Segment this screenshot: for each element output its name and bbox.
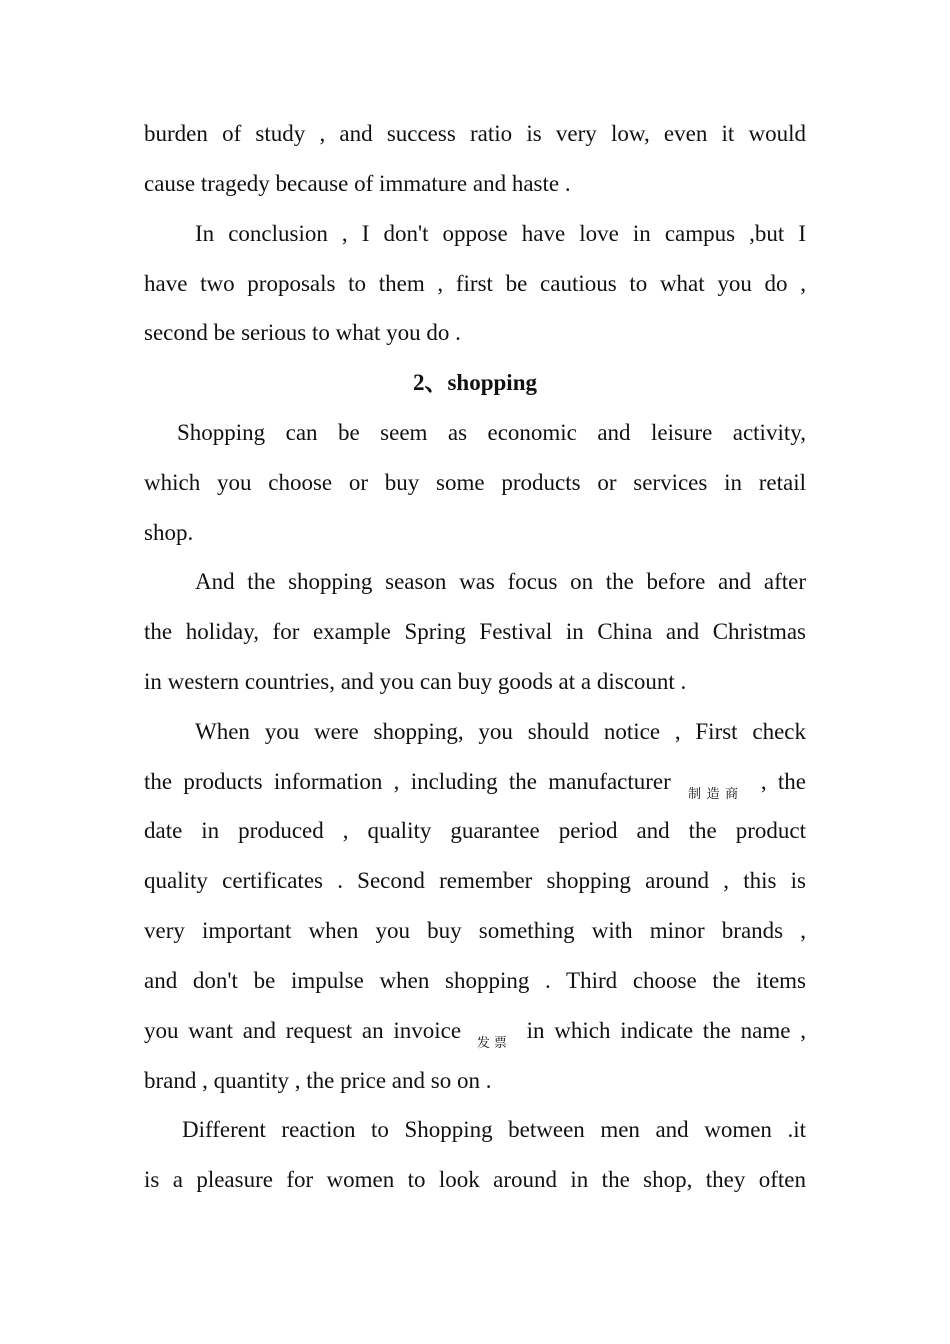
paragraph-line: cause tragedy because of immature and haste . xyxy=(144,171,571,196)
paragraph-line: which you choose or buy some products or services in retail xyxy=(144,470,806,495)
paragraph-line-with-note xyxy=(144,767,806,809)
chinese-annotation: 发票 xyxy=(476,1035,511,1050)
paragraph-line: date in produced , quality guarantee period and the product xyxy=(144,818,806,843)
paragraph-line: burden of study , and success ratio is very low, even it would xyxy=(144,121,806,146)
paragraph-line: and don't be impulse when shopping . Third choose the items xyxy=(144,968,806,993)
paragraph-line: the holiday, for example Spring Festival in China and Christmas xyxy=(144,619,806,644)
paragraph-line: In conclusion , I don't oppose have love in campus ,but I xyxy=(195,221,806,246)
paragraph-line: in western countries, and you can buy goods at a discount . xyxy=(144,669,687,694)
inline-text: the products information , including the manufacturer xyxy=(144,769,671,794)
inline-text: you want and request an invoice xyxy=(144,1018,462,1043)
paragraph-line: And the shopping season was focus on the before and after xyxy=(195,569,806,594)
paragraph-line: very important when you buy something with minor brands , xyxy=(144,918,806,943)
inline-text: , the xyxy=(760,769,806,794)
paragraph-line: is a pleasure for women to look around in the shop, they often xyxy=(144,1167,806,1192)
paragraph-line: shop. xyxy=(144,520,194,545)
paragraph-line: second be serious to what you do . xyxy=(144,320,461,345)
paragraph-line: quality certificates . Second remember shopping around , this is xyxy=(144,868,806,893)
paragraph-line: brand , quantity , the price and so on . xyxy=(144,1068,492,1093)
paragraph-line-with-note xyxy=(144,1016,806,1058)
inline-text: in which indicate the name , xyxy=(526,1018,806,1043)
paragraph-line: Shopping can be seem as economic and leisure activity, xyxy=(177,420,806,445)
paragraph-line: Different reaction to Shopping between men and women .it xyxy=(182,1117,806,1142)
section-heading: 2、shopping xyxy=(412,370,537,395)
paragraph-line: have two proposals to them , first be cautious to what you do , xyxy=(144,271,806,296)
paragraph-line: When you were shopping, you should notice , First check xyxy=(195,719,806,744)
chinese-annotation: 制造商 xyxy=(688,786,744,801)
